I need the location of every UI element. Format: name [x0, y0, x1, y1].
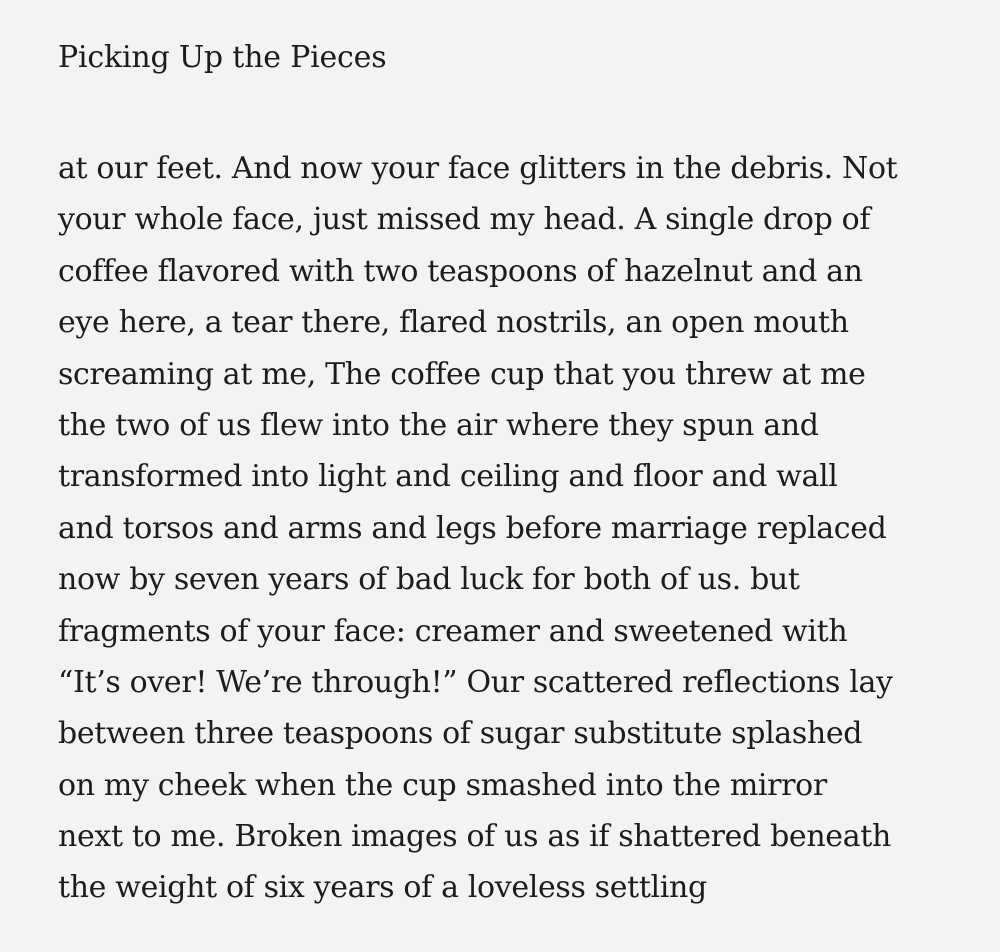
- poem-body: [58, 143, 897, 914]
- poem-line: the two of us flew into the air where they spun and: [58, 407, 819, 443]
- poem-line: your whole face, just missed my head. A single drop of: [58, 202, 871, 238]
- poem-line: on my cheek when the cup smashed into the mirror: [58, 767, 827, 803]
- poem-line: eye here, a tear there, flared nostrils, an open mouth: [58, 305, 849, 341]
- poem-title: Picking Up the Pieces: [58, 40, 387, 75]
- poem-line: fragments of your face: creamer and sweetened with: [58, 613, 848, 649]
- poem-line: between three teaspoons of sugar substitute splashed: [58, 716, 863, 752]
- poem-line: “It’s over! We’re through!” Our scattered reflections lay: [58, 664, 893, 700]
- poem-line: and torsos and arms and legs before marriage replaced: [58, 510, 887, 546]
- poem-line: the weight of six years of a loveless settling: [58, 870, 707, 906]
- poem-line: next to me. Broken images of us as if shattered beneath: [58, 819, 891, 855]
- poem-line: at our feet. And now your face glitters in the debris. Not: [58, 151, 898, 186]
- poem-line: now by seven years of bad luck for both of us. but: [58, 562, 800, 598]
- poem-line: coffee flavored with two teaspoons of hazelnut and an: [58, 253, 863, 289]
- poem-line: transformed into light and ceiling and floor and wall: [58, 459, 838, 495]
- poem-line: screaming at me, The coffee cup that you threw at me: [58, 356, 866, 392]
